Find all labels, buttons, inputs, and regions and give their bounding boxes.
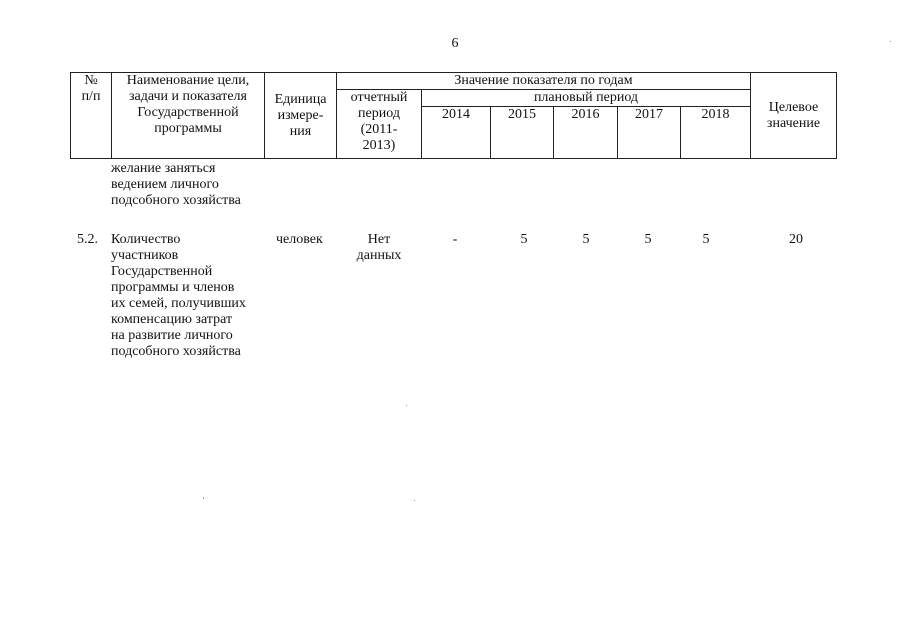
row-value-2018: 5: [702, 232, 710, 247]
scan-speck: [890, 41, 891, 42]
column-header-year-2014: 2014: [422, 107, 491, 159]
column-header-planned-period: плановый период: [422, 90, 751, 107]
row-number: 5.2.: [77, 232, 98, 247]
page-number: 6: [451, 36, 459, 51]
row-value-2017: 5: [644, 232, 652, 247]
row-unit: человек: [276, 232, 323, 247]
column-header-year-2018: 2018: [681, 107, 751, 159]
row-value-2014: -: [452, 232, 458, 247]
scan-speck: [414, 500, 415, 501]
continuation-text: желание заняться ведением личного подсобного хозяйства: [111, 161, 241, 208]
row-value-2016: 5: [582, 232, 590, 247]
column-header-name: Наименование цели, задачи и показателя Государственной программы: [112, 73, 265, 159]
column-header-values-by-year: Значение показателя по годам: [337, 73, 751, 90]
column-header-report-period: отчетный период (2011- 2013): [337, 90, 422, 159]
row-value-2015: 5: [520, 232, 528, 247]
scan-speck: [203, 497, 204, 499]
column-header-year-2017: 2017: [618, 107, 681, 159]
row-indicator-name: Количество участников Государственной программы и членов их семей, получивших компенсацию затрат на развитие личного подсобного хозяйства: [111, 232, 246, 359]
row-report-value: Нет данных: [356, 232, 402, 263]
scan-speck: [406, 405, 407, 406]
column-header-year-2015: 2015: [491, 107, 554, 159]
column-header-number: № п/п: [71, 73, 112, 159]
column-header-year-2016: 2016: [554, 107, 618, 159]
column-header-target: Целевое значение: [751, 73, 837, 159]
column-header-unit: Единица измере- ния: [265, 73, 337, 159]
row-target-value: 20: [789, 232, 803, 247]
indicators-table-header: [70, 72, 837, 159]
